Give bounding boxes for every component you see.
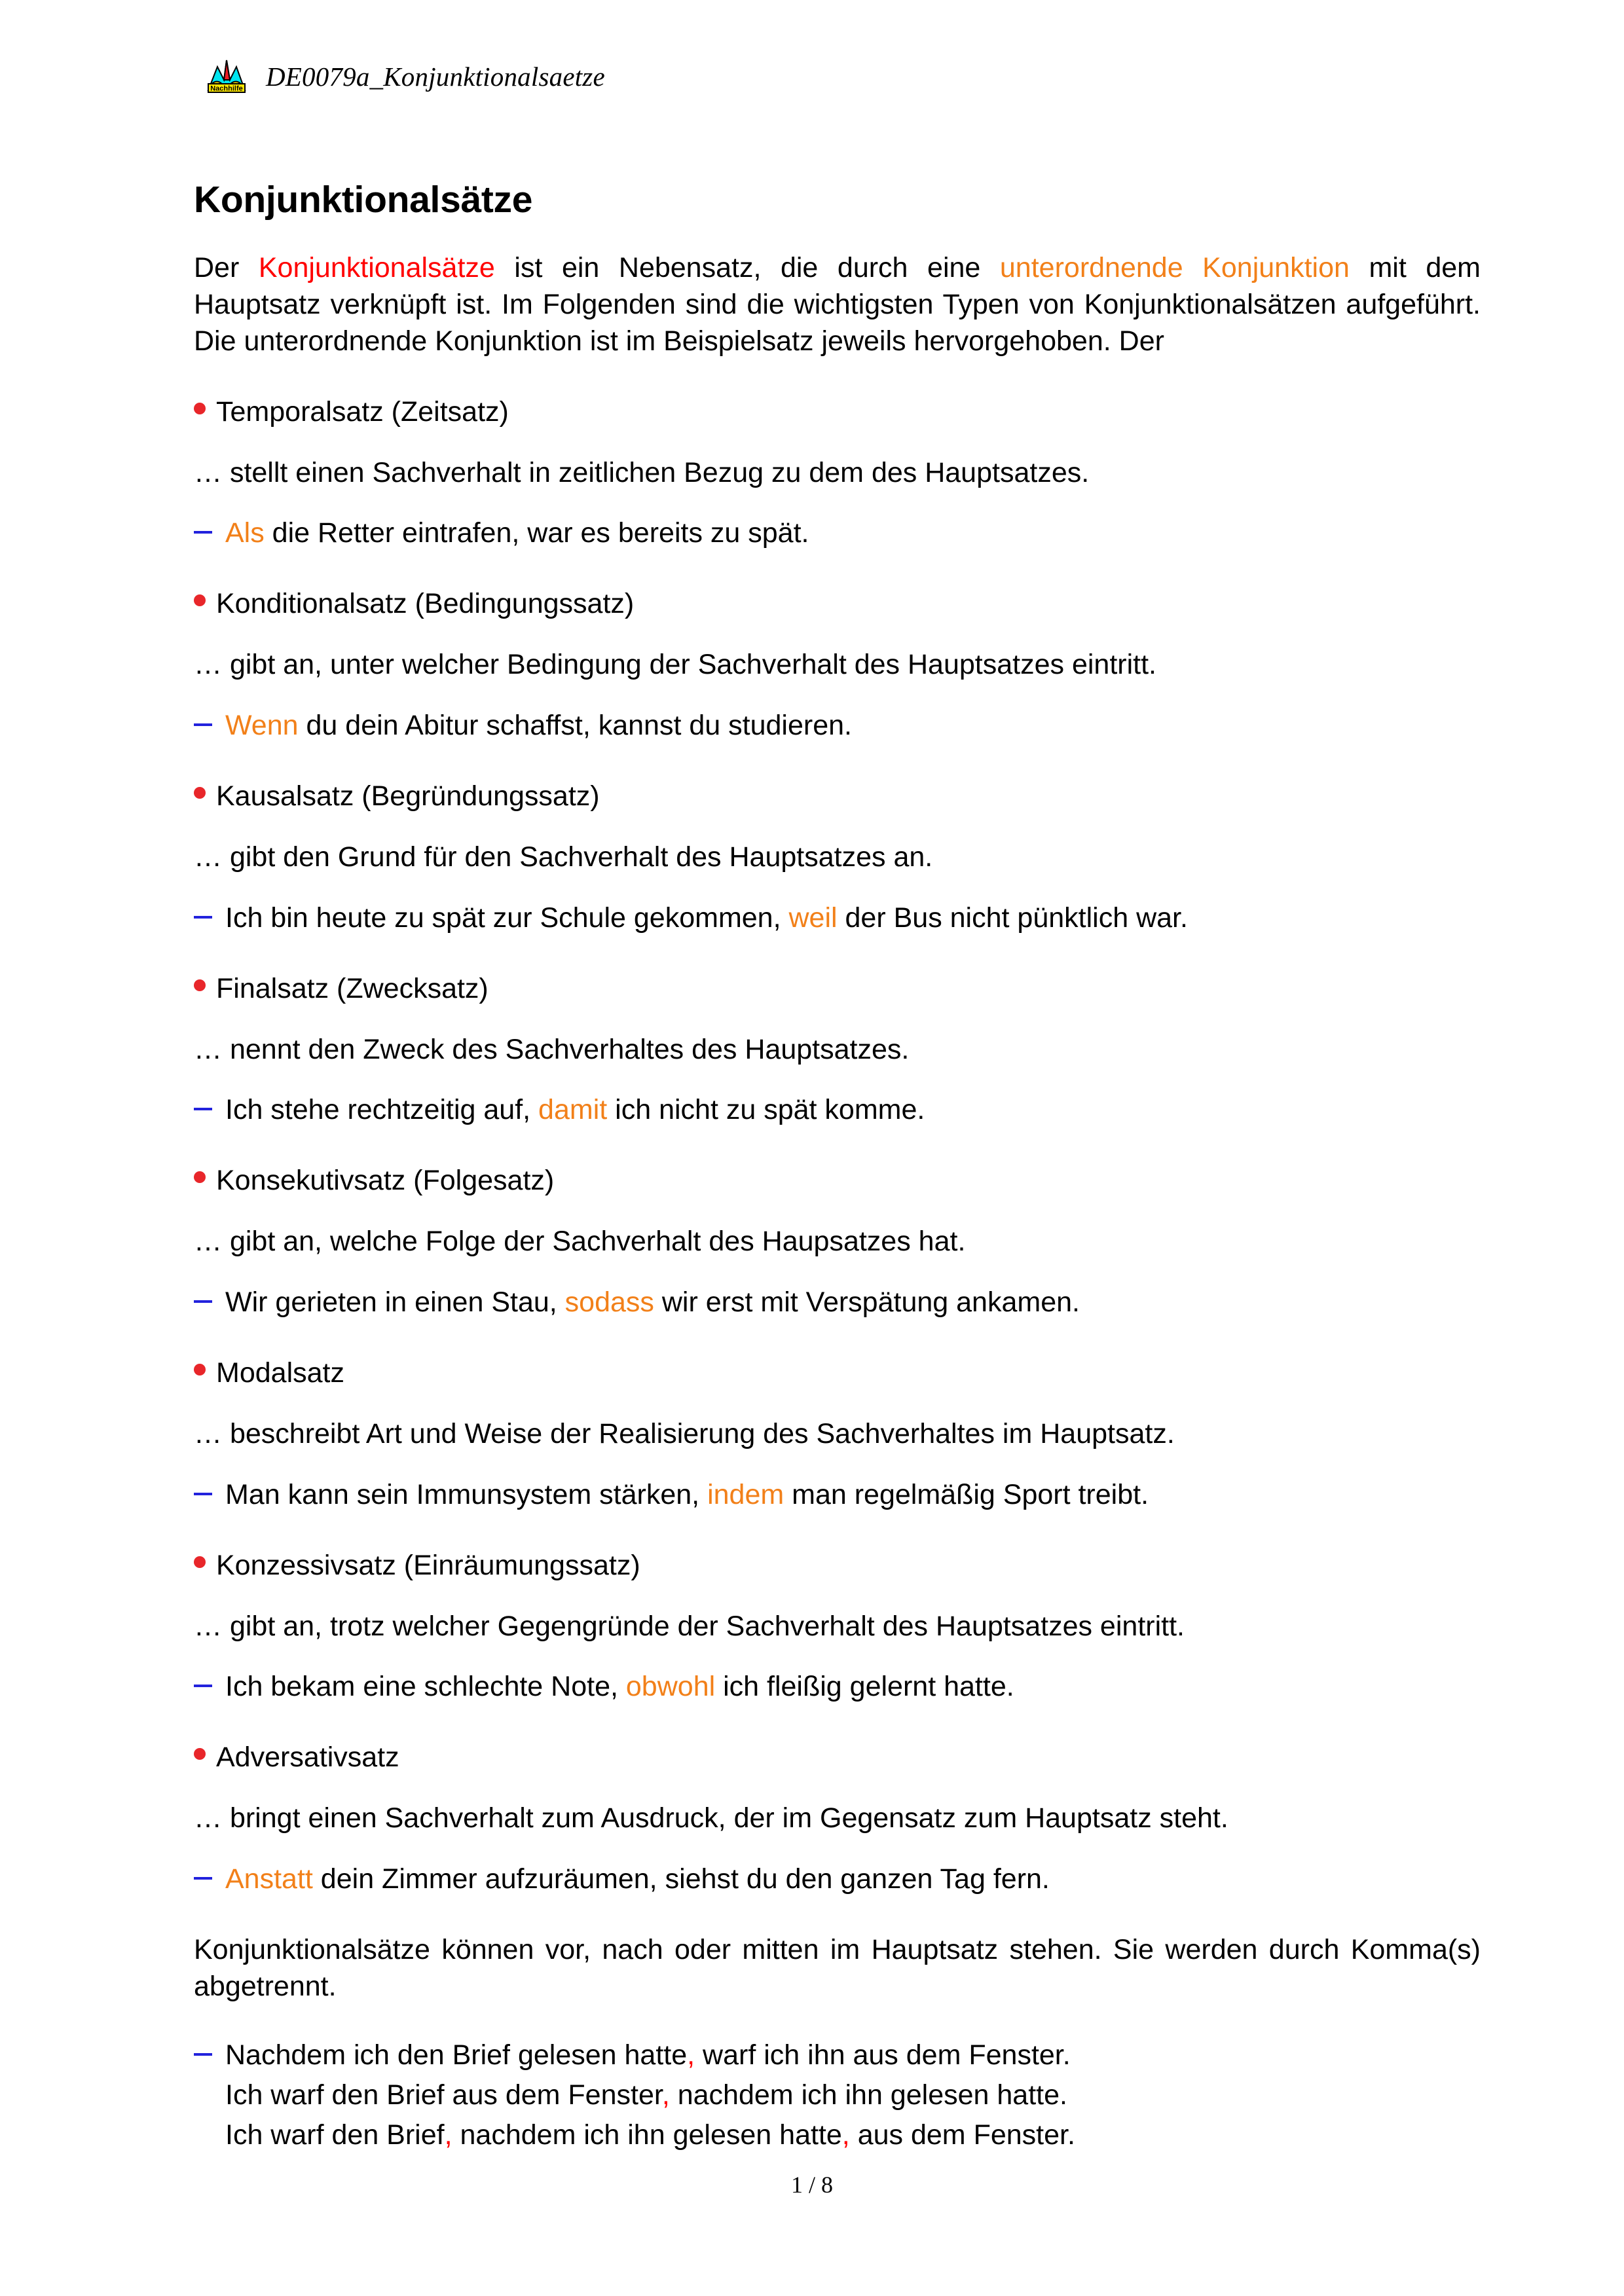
example-text [225, 1285, 1481, 1321]
closing-text-d: aus dem Fenster. [849, 2119, 1075, 2151]
section-heading [194, 1163, 1481, 1199]
section-heading [194, 394, 1481, 431]
page-footer [0, 2171, 1624, 2198]
section-definition: … stellt einen Sachverhalt in zeitlichen Bezug zu dem des Hauptsatzes. [194, 456, 1090, 488]
section-example [194, 1861, 1481, 1898]
closing-paragraph: Konjunktionalsätze können vor, nach oder mitten im Hauptsatz stehen. Sie werden durch Komma(s) abgetrennt. [194, 1934, 1481, 2002]
dash-icon [194, 1108, 212, 1110]
closing-example-line [225, 2075, 1481, 2115]
bullet-dot-icon [194, 787, 206, 799]
intro-text-3: mit dem Hauptsatz verknüpft ist. Im Folgenden sind die wichtigsten Typen von Konjunktionalsätzen aufgeführt. Die unterordnende Konjunktion ist im Beispielsatz jeweils hervorgehoben. Der [194, 252, 1481, 357]
example-post: die Retter eintrafen, war es bereits zu spät. [264, 517, 809, 549]
closing-text-a: Nachdem ich den Brief gelesen hatte [225, 2039, 688, 2071]
document-header [204, 58, 605, 96]
section-definition: … gibt an, unter welcher Bedingung der Sachverhalt des Hauptsatzes eintritt. [194, 649, 1156, 681]
bullet-dot-icon [194, 1364, 206, 1376]
section-heading [194, 586, 1481, 623]
section-example [194, 708, 1481, 744]
closing-section [194, 1932, 1481, 2155]
section-label: Kausalsatz (Begründungssatz) [216, 780, 600, 812]
section-heading [194, 971, 1481, 1008]
section-example [194, 1669, 1481, 1705]
section-definition: … gibt den Grund für den Sachverhalt des Hauptsatzes an. [194, 841, 933, 873]
example-pre: Ich bekam eine schlechte Note, [225, 1671, 626, 1703]
example-pre: Ich bin heute zu spät zur Schule gekommen, [225, 902, 789, 934]
section-label: Modalsatz [216, 1357, 344, 1389]
bullet-dot-icon [194, 403, 206, 414]
section-example [194, 1477, 1481, 1514]
bullet-dot-icon [194, 979, 206, 991]
example-conjunction: indem [707, 1478, 784, 1510]
section-finalsatz [194, 971, 1481, 1129]
closing-text-a: Ich warf den Brief aus dem Fenster [225, 2079, 662, 2111]
closing-example-group [194, 2035, 1481, 2155]
example-post: dein Zimmer aufzuräumen, siehst du den ganzen Tag fern. [312, 1863, 1050, 1895]
section-label: Konzessivsatz (Einräumungssatz) [216, 1549, 640, 1581]
example-pre: Ich stehe rechtzeitig auf, [225, 1094, 539, 1126]
example-pre: Man kann sein Immunsystem stärken, [225, 1478, 708, 1510]
section-konsekutivsatz [194, 1163, 1481, 1321]
closing-example-line [225, 2035, 1481, 2075]
section-label: Adversativsatz [216, 1741, 399, 1774]
section-definition: … gibt an, welche Folge der Sachverhalt des Haupsatzes hat. [194, 1226, 966, 1258]
section-label: Konsekutivsatz (Folgesatz) [216, 1165, 555, 1197]
nachhilfe-logo-icon [204, 58, 249, 96]
example-text [225, 1092, 1481, 1129]
example-post: ich nicht zu spät komme. [607, 1094, 925, 1126]
example-post: der Bus nicht pünktlich war. [837, 902, 1188, 934]
closing-comma: , [687, 2039, 695, 2071]
closing-text-b: nachdem ich ihn gelesen hatte. [669, 2079, 1067, 2111]
section-heading [194, 778, 1481, 815]
example-conjunction: Wenn [225, 710, 299, 742]
closing-comma: , [661, 2079, 670, 2111]
example-text [225, 900, 1481, 937]
bullet-dot-icon [194, 1171, 206, 1183]
section-example [194, 1285, 1481, 1321]
section-example [194, 515, 1481, 552]
closing-text-b: warf ich ihn aus dem Fenster. [695, 2039, 1071, 2071]
example-conjunction: Als [225, 517, 265, 549]
intro-paragraph [194, 250, 1481, 360]
section-example [194, 1092, 1481, 1129]
section-definition: … nennt den Zweck des Sachverhaltes des Hauptsatzes. [194, 1033, 910, 1065]
closing-example-lines [225, 2035, 1481, 2155]
dash-icon [194, 723, 212, 726]
section-heading [194, 1740, 1481, 1776]
example-text [225, 1477, 1481, 1514]
example-post: man regelmäßig Sport treibt. [784, 1478, 1149, 1510]
closing-text-b: nachdem ich ihn gelesen hatte [452, 2119, 842, 2151]
dash-icon [194, 1300, 212, 1303]
example-post: ich fleißig gelernt hatte. [715, 1671, 1014, 1703]
closing-comma: , [444, 2119, 452, 2151]
section-definition: … bringt einen Sachverhalt zum Ausdruck, der im Gegensatz zum Hauptsatz steht. [194, 1802, 1228, 1834]
section-example [194, 900, 1481, 937]
dash-icon [194, 2053, 212, 2056]
closing-comma-second: , [841, 2119, 850, 2151]
dash-icon [194, 531, 212, 534]
section-label: Temporalsatz (Zeitsatz) [216, 395, 509, 428]
example-text [225, 708, 1481, 744]
intro-highlight-unterordnende-konjunktion: unterordnende Konjunktion [999, 252, 1350, 283]
example-conjunction: Anstatt [225, 1863, 313, 1895]
section-label: Konditionalsatz (Bedingungssatz) [216, 588, 635, 620]
section-definition: … gibt an, trotz welcher Gegengründe der Sachverhalt des Hauptsatzes eintritt. [194, 1610, 1185, 1642]
example-post: wir erst mit Verspätung ankamen. [654, 1286, 1080, 1319]
example-pre: Wir gerieten in einen Stau, [225, 1286, 565, 1319]
intro-text-1: Der [194, 252, 259, 283]
example-conjunction: obwohl [625, 1671, 716, 1703]
dash-icon [194, 916, 212, 919]
section-definition: … beschreibt Art und Weise der Realisierung des Sachverhaltes im Hauptsatz. [194, 1417, 1175, 1449]
closing-examples [194, 2035, 1481, 2155]
example-conjunction: sodass [564, 1286, 654, 1319]
example-conjunction: damit [538, 1094, 608, 1126]
example-text [225, 1861, 1481, 1898]
intro-text-2: ist ein Nebensatz, die durch eine [494, 252, 1000, 283]
bullet-dot-icon [194, 594, 206, 606]
closing-example-line [225, 2115, 1481, 2155]
dash-icon [194, 1877, 212, 1880]
dash-icon [194, 1685, 212, 1687]
section-adversativsatz [194, 1740, 1481, 1898]
bullet-dot-icon [194, 1556, 206, 1568]
example-text [225, 1669, 1481, 1705]
section-kausalsatz [194, 778, 1481, 937]
example-post: du dein Abitur schaffst, kannst du studieren. [298, 710, 852, 742]
example-conjunction: weil [788, 902, 838, 934]
document-content [194, 178, 1481, 2155]
section-modalsatz [194, 1355, 1481, 1514]
svg-text:Nachhilfe: Nachhilfe [210, 84, 243, 93]
section-heading [194, 1355, 1481, 1392]
dash-icon [194, 1493, 212, 1495]
section-konditionalsatz [194, 586, 1481, 744]
page-title: Konjunktionalsätze [194, 179, 533, 221]
section-konzessivsatz [194, 1548, 1481, 1706]
section-label: Finalsatz (Zwecksatz) [216, 972, 489, 1004]
intro-highlight-konjunktionalsaetze: Konjunktionalsätze [258, 252, 495, 283]
closing-text-a: Ich warf den Brief [225, 2119, 445, 2151]
example-text [225, 515, 1481, 552]
section-heading [194, 1548, 1481, 1584]
section-temporalsatz [194, 394, 1481, 553]
bullet-dot-icon [194, 1748, 206, 1760]
page-indicator: 1 / 8 [790, 2172, 833, 2198]
header-document-code: DE0079a_Konjunktionalsaetze [266, 62, 605, 92]
